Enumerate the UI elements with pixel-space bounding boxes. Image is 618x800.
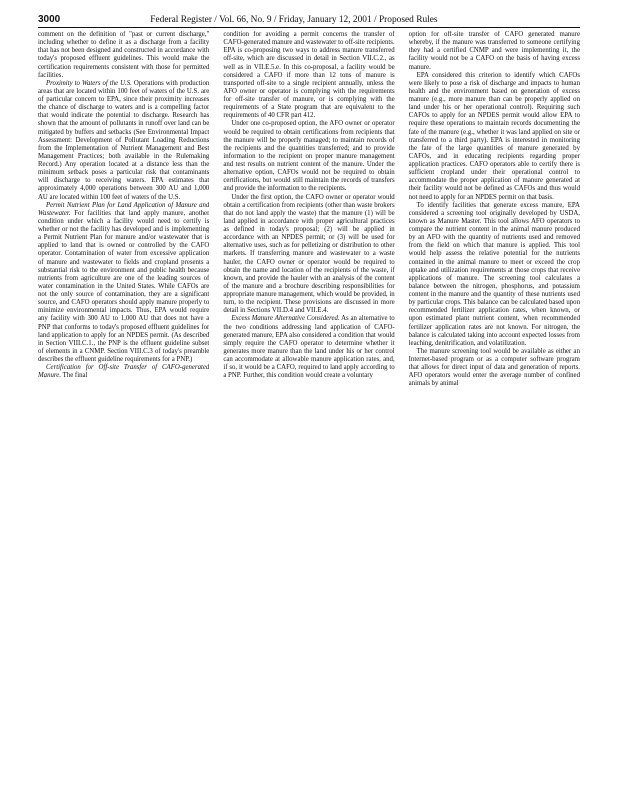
paragraph: EPA considered this criterion to identify which CAFOs were likely to pose a risk of discharge and impacts to human health and the environment based on generation of excess manure (e.g., more manure than can be properly applied on land under his or her operational control). Requiring such CAFOs to apply for an NPDES permit would allow EPA to require these operations to maintain records documenting the fate of the manure (e.g., whether it was land applied on site or transferred to a third party). EPA is interested in monitoring the fate of the large quantities of manure generated by CAFOs, and in educating recipients regarding proper application practices. CAFO operators able to certify there is sufficient cropland under their operational control to accommodate the proper application of manure generated at their facility would not be defined as CAFOs and thus would not need to apply for an NPDES permit on that basis. [408,71,580,201]
paragraph: The manure screening tool would be available as either an Internet-based program or as a computer software program that allows for direct input of data and generation of reports. AFO operators would enter the average number of confined animals by animal [408,347,580,388]
text-columns [38,31,580,794]
paragraph-heading: Proximity to Waters of the U.S. [46,79,132,87]
running-title: Federal Register / Vol. 66, No. 9 / Friday, January 12, 2001 / Proposed Rules [150,15,438,25]
page-number: 3000 [38,14,61,25]
paragraph: comment on the definition of "past or current discharge," including whether to define it as a discharge from a facility that has not been designed and constructed in accordance with today's proposed effluent guidelines. This would make the certification requirements consistent with those for permitted facilities. [38,31,210,79]
paragraph: Under the first option, the CAFO owner or operator would obtain a certification from recipients (other than waste brokers that do not land apply the waste) that the manure (1) will be land applied in accordance with proper agricultural practices as defined in today's proposal; (2) will be applied in accordance with an NPDES permit; or (3) will be used for alternative uses, such as for pelletizing or distribution to other markets. If transferring manure and wastewater to a waste hauler, the CAFO owner or operator would be required to obtain the name and location of the recipients of the waste, if known, and provide the hauler with an analysis of the content of the manure and a brochure describing responsibilities for appropriate manure management, which would be provided, in turn, to the recipient. These provisions are discussed in more detail in Sections VII.D.4 and VII.E.4. [223,193,395,315]
paragraph: Under one co-proposed option, the AFO owner or operator would be required to obtain certifications from recipients that the manure will be properly managed; to maintain records of the recipients and the quantities transferred; and to provide information to the recipient on proper manure management and test results on nutrient content of the manure. Under the alternative option, CAFOs would not be required to obtain certifications, but would still maintain the records of transfers and provide the information to the recipients. [223,120,395,193]
paragraph-heading: Permit Nutrient Plan for Land Application of Manure and Wastewater. [38,201,210,217]
paragraph-heading: Certification for Off-site Transfer of CAFO-generated Manure. [38,364,210,380]
column-3 [409,31,580,794]
paragraph: To identify facilities that generate excess manure, EPA considered a screening tool originally developed by USDA, known as Manure Master. This tool allows AFO operators to compare the nutrient content in the animal manure produced by an AFO with the quantity of nutrients used and removed from the field on which that manure is applied. This tool would help assess the relative potential for the nutrients contained in the animal manure to meet or exceed the crop uptake and utilization requirements at those crops that receive applications of manure. The screening tool calculates a balance between the nitrogen, phosphorus, and potassium content in the manure and the quantity of these nutrients used by particular crops. This balance can be calculated based upon recommended fertilizer application rates, when known, or upon estimated plant nutrient content, when recommended fertilizer application rates are not known. For nitrogen, the balance is calculated taking into account expected losses from leaching, denitrification, and volatilization. [408,201,580,347]
paragraph-heading: Excess Manure Alternative Considered. [231,315,340,323]
paragraph: option for off-site transfer of CAFO generated manure whereby, if the manure was transferred to someone certifying they had a certified CNMP and were implementing it, the facility would not be a CAFO on the basis of having excess manure. [408,31,580,71]
header-rule [38,27,580,28]
paragraph: Proximity to Waters of the U.S. Operations with production areas that are located within 100 feet of waters of the U.S. are of particular concern to EPA, since their proximity increases the chance of discharge to waters and is a compelling factor that would indicate the potential to discharge. Research has shown that the amount of pollutants in runoff over land can be mitigated by buffers and setbacks (See Environmental Impact Assessment: Development of Pollutant Loading Reductions from the Implementation of Nutrient Management and Best Management Practices; both available in the Rulemaking Record.) Any operation located at a distance less than the minimum setback poses a particular risk that contaminants will discharge to receiving waters. EPA estimates that approximately 4,000 operations between 300 AU and 1,000 AU are located within 100 feet of waters of the U.S. [38,79,210,201]
paragraph: Excess Manure Alternative Considered. As an alternative to the two conditions addressing land application of CAFO-generated manure, EPA also considered a condition that would simply require the CAFO operator to determine whether it generates more manure than the land under his or her control can accommodate at allowable manure application rates, and, if so, it would be a CAFO, required to land apply according to a PNP. Further, this condition would create a voluntary [223,315,395,380]
column-1 [38,31,209,794]
column-2 [223,31,394,794]
paragraph: Permit Nutrient Plan for Land Application of Manure and Wastewater. For facilities that land apply manure, another condition under which a facility would need to certify is whether or not the facility has developed and is implementing a Permit Nutrient Plan for manure and/or wastewater that is applied to land that is owned or controlled by the CAFO operator. Contamination of water from excessive application of manure and wastewater to fields and cropland presents a substantial risk to the environment and public health because nutrients from agriculture are one of the leading sources of water contamination in the United States. While CAFOs are not the only source of contamination, they are a significant source, and CAFO operators should apply manure properly to minimize environmental impacts. Thus, EPA would require any facility with 300 AU to 1,000 AU that does not have a PNP that conforms to today's proposed effluent guidelines for land application to apply for an NPDES permit. (As described in Section VIII.C.1., the PNP is the effluent guideline subset of elements in a CNMP. Section VIII.C.3 of today's preamble describes the effluent guideline requirements for a PNP.) [38,201,210,363]
paragraph: Certification for Off-site Transfer of CAFO-generated Manure. The final [38,364,210,380]
page-header [38,14,580,25]
paragraph: condition for avoiding a permit concerns the transfer of CAFO-generated manure and wastewater to off-site recipients. EPA is co-proposing two ways to address manure transferred off-site, which are discussed in detail in Section VII.C.2., as well as in VII.E.5.e. In this co-proposal, a facility would be considered a CAFO if more than 12 tons of manure is transported off-site to a single recipient annually, unless the AFO owner or operator is complying with the requirements for off-site transfer of manure, or is complying with the requirements of a State program that are equivalent to the requirements of 40 CFR part 412. [223,31,395,120]
